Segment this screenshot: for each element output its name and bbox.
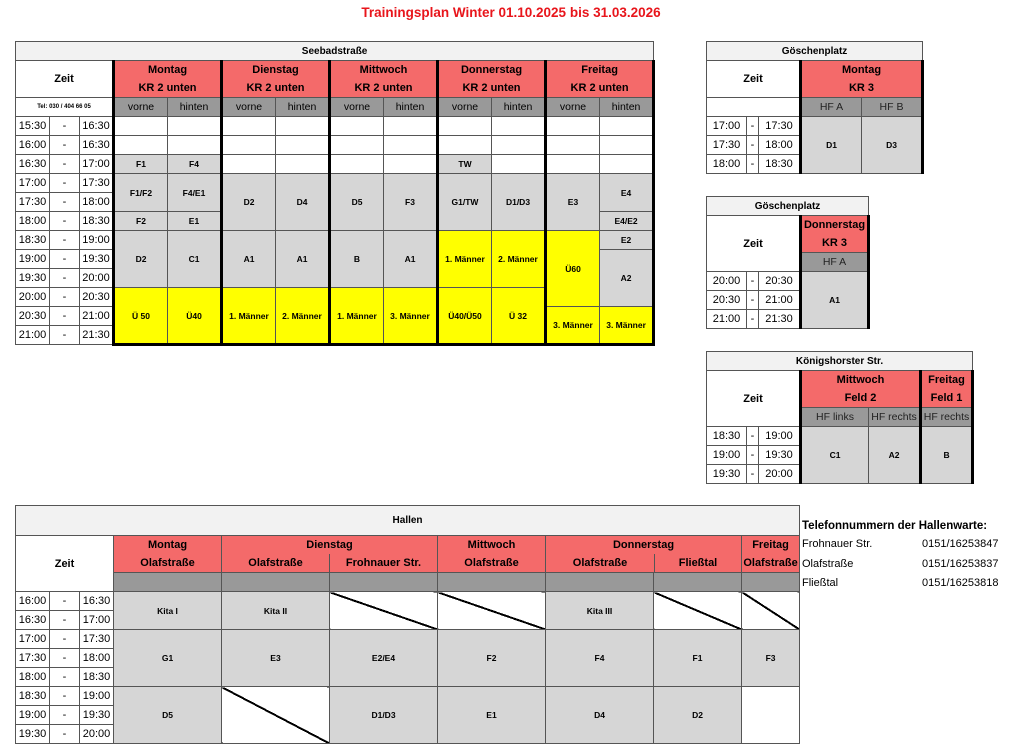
time-dash: - (747, 446, 759, 465)
time-start: 18:00 (707, 155, 747, 174)
time-end: 19:00 (80, 687, 114, 706)
slot: C1 (801, 427, 869, 484)
court-vorne: vorne (222, 98, 276, 117)
court-hf-rechts: HF rechts (869, 408, 921, 427)
slot: E4 (600, 174, 654, 212)
zeit-label: Zeit (707, 61, 801, 98)
time-dash: - (50, 155, 80, 174)
time-end: 21:00 (80, 307, 114, 326)
day-header-mittwoch: Mittwoch Feld 2 (801, 371, 921, 408)
court-hf-a: HF A (801, 98, 862, 117)
slot: D2 (654, 687, 742, 744)
goschenplatz-montag-table (706, 41, 924, 174)
slot: D5 (330, 174, 384, 231)
time-start: 17:00 (16, 630, 50, 649)
slot: 1. Männer (330, 288, 384, 345)
court-vorne: vorne (438, 98, 492, 117)
time-end: 18:30 (80, 212, 114, 231)
slot-empty (654, 592, 742, 630)
slot: Ü 32 (492, 288, 546, 345)
time-end: 19:00 (80, 231, 114, 250)
day-header-mittwoch: Mittwoch KR 2 unten (330, 61, 438, 98)
slot-empty (742, 592, 800, 630)
time-start: 16:30 (16, 155, 50, 174)
slot: A2 (869, 427, 921, 484)
seebad-header: Seebadstraße (16, 42, 654, 61)
time-start: 17:30 (16, 649, 50, 668)
zeit-label: Zeit (16, 61, 114, 98)
time-dash: - (50, 212, 80, 231)
slot: E3 (546, 174, 600, 231)
time-dash: - (50, 649, 80, 668)
day-header-donnerstag: Donnerstag KR 2 unten (438, 61, 546, 98)
slot: F4 (546, 630, 654, 687)
day-header-montag: Montag KR 3 (801, 61, 923, 98)
slot: Ü 50 (114, 288, 168, 345)
slot: 1. Männer (438, 231, 492, 288)
time-end: 16:30 (80, 136, 114, 155)
slot-empty (438, 592, 546, 630)
time-end: 16:30 (80, 592, 114, 611)
time-start: 18:00 (16, 668, 50, 687)
slot: F2 (438, 630, 546, 687)
time-start: 18:30 (707, 427, 747, 446)
time-start: 16:00 (16, 592, 50, 611)
court-hf-rechts: HF rechts (921, 408, 973, 427)
time-end: 19:30 (80, 706, 114, 725)
slot: A1 (801, 272, 869, 329)
time-dash: - (747, 117, 759, 136)
phone-entry: Olafstraße 0151/16253837 (802, 557, 999, 570)
time-dash: - (50, 250, 80, 269)
slot: D1 (801, 117, 862, 174)
time-dash: - (50, 117, 80, 136)
court-hinten: hinten (168, 98, 222, 117)
slot: E1 (168, 212, 222, 231)
time-end: 18:30 (759, 155, 801, 174)
time-start: 18:00 (16, 212, 50, 231)
slot: E1 (438, 687, 546, 744)
time-dash: - (50, 136, 80, 155)
time-dash: - (50, 611, 80, 630)
time-start: 20:00 (16, 288, 50, 307)
day-header-dienstag: Dienstag KR 2 unten (222, 61, 330, 98)
time-start: 17:30 (707, 136, 747, 155)
slot: 1. Männer (222, 288, 276, 345)
court-hf-a: HF A (801, 253, 869, 272)
day-header-freitag: Freitag Feld 1 (921, 371, 973, 408)
time-dash: - (50, 725, 80, 744)
slot: D2 (114, 231, 168, 288)
time-start: 19:30 (16, 269, 50, 288)
time-dash: - (747, 465, 759, 484)
slot: F3 (384, 174, 438, 231)
slot: F1 (654, 630, 742, 687)
time-start: 19:00 (707, 446, 747, 465)
slot: D1/D3 (330, 687, 438, 744)
time-start: 20:30 (707, 291, 747, 310)
slot: B (921, 427, 973, 484)
court-hf-b: HF B (862, 98, 923, 117)
slot: A1 (222, 231, 276, 288)
slot: F4/E1 (168, 174, 222, 212)
hallen-table (15, 505, 800, 744)
day-header-donnerstag: Donnerstag KR 3 (801, 216, 869, 253)
slot: F1 (114, 155, 168, 174)
slot: Ü40/Ü50 (438, 288, 492, 345)
phone-entry: Fließtal 0151/16253818 (802, 577, 999, 589)
time-end: 20:30 (759, 272, 801, 291)
time-start: 18:30 (16, 231, 50, 250)
day-header-mittwoch: Mittwoch Olafstraße (438, 536, 546, 573)
time-start: 20:30 (16, 307, 50, 326)
slot: D4 (276, 174, 330, 231)
time-dash: - (50, 592, 80, 611)
time-dash: - (747, 427, 759, 446)
time-start: 21:00 (16, 326, 50, 345)
slot: Ü40 (168, 288, 222, 345)
time-dash: - (50, 269, 80, 288)
time-start: 17:00 (707, 117, 747, 136)
time-dash: - (50, 174, 80, 193)
slot: D4 (546, 687, 654, 744)
slot: Kita II (222, 592, 330, 630)
time-end: 20:00 (80, 725, 114, 744)
slot-empty (330, 592, 438, 630)
goschen-header: Göschenplatz (707, 197, 869, 216)
slot: E2 (600, 231, 654, 250)
time-dash: - (50, 687, 80, 706)
time-start: 19:30 (707, 465, 747, 484)
court-hinten: hinten (384, 98, 438, 117)
time-end: 19:00 (759, 427, 801, 446)
time-dash: - (50, 630, 80, 649)
time-dash: - (50, 288, 80, 307)
koenigshorster-table (706, 351, 974, 484)
slot: F2 (114, 212, 168, 231)
koenig-header: Königshorster Str. (707, 352, 973, 371)
time-end: 17:30 (80, 174, 114, 193)
time-start: 18:30 (16, 687, 50, 706)
time-end: 18:00 (80, 193, 114, 212)
hallenwarte-phones (802, 520, 998, 597)
time-end: 16:30 (80, 117, 114, 136)
slot: Ü60 (546, 231, 600, 307)
hallen-header: Hallen (16, 506, 800, 536)
slot: 2. Männer (276, 288, 330, 345)
slot: E3 (222, 630, 330, 687)
slot: 3. Männer (600, 307, 654, 345)
court-hinten: hinten (276, 98, 330, 117)
time-dash: - (747, 291, 759, 310)
slot: 3. Männer (384, 288, 438, 345)
slot: 2. Männer (492, 231, 546, 288)
time-end: 18:30 (80, 668, 114, 687)
slot: D5 (114, 687, 222, 744)
time-end: 19:30 (759, 446, 801, 465)
time-dash: - (50, 193, 80, 212)
slot: E4/E2 (600, 212, 654, 231)
slot: F4 (168, 155, 222, 174)
slot: TW (438, 155, 492, 174)
time-end: 17:30 (80, 630, 114, 649)
slot: B (330, 231, 384, 288)
time-start: 17:30 (16, 193, 50, 212)
time-dash: - (50, 668, 80, 687)
time-start: 16:30 (16, 611, 50, 630)
seebad-table (15, 41, 655, 346)
goschen-header: Göschenplatz (707, 42, 923, 61)
time-end: 17:30 (759, 117, 801, 136)
slot: Kita III (546, 592, 654, 630)
phone-entry: Frohnauer Str. 0151/16253847 (802, 538, 999, 550)
court-vorne: vorne (114, 98, 168, 117)
day-header-freitag: Freitag Olafstraße (742, 536, 800, 573)
time-dash: - (50, 706, 80, 725)
slot: F1/F2 (114, 174, 168, 212)
time-start: 20:00 (707, 272, 747, 291)
time-dash: - (747, 310, 759, 329)
slot: F3 (742, 630, 800, 687)
time-end: 18:00 (759, 136, 801, 155)
time-dash: - (50, 231, 80, 250)
slot: A1 (384, 231, 438, 288)
time-dash: - (747, 136, 759, 155)
page-title: Trainingsplan Winter 01.10.2025 bis 31.03.2026 (361, 5, 661, 20)
zeit-label: Zeit (16, 536, 114, 592)
time-end: 21:00 (759, 291, 801, 310)
time-end: 21:30 (759, 310, 801, 329)
time-dash: - (747, 155, 759, 174)
slot: Kita I (114, 592, 222, 630)
court-hinten: hinten (600, 98, 654, 117)
slot: E2/E4 (330, 630, 438, 687)
slot: G1/TW (438, 174, 492, 231)
court-vorne: vorne (330, 98, 384, 117)
time-end: 17:00 (80, 611, 114, 630)
time-dash: - (50, 307, 80, 326)
slot: G1 (114, 630, 222, 687)
day-header-donnerstag: Donnerstag Olafstraße Fließtal (546, 536, 742, 573)
time-end: 20:00 (759, 465, 801, 484)
time-end: 17:00 (80, 155, 114, 174)
time-start: 21:00 (707, 310, 747, 329)
phones-title: Telefonnummern der Hallenwarte: (802, 520, 988, 532)
time-start: 17:00 (16, 174, 50, 193)
slot: D2 (222, 174, 276, 231)
time-end: 20:00 (80, 269, 114, 288)
day-header-montag: Montag Olafstraße (114, 536, 222, 573)
slot: D1/D3 (492, 174, 546, 231)
time-start: 19:30 (16, 725, 50, 744)
day-header-dienstag: Dienstag Olafstraße Frohnauer Str. (222, 536, 438, 573)
slot: A2 (600, 250, 654, 307)
time-end: 19:30 (80, 250, 114, 269)
time-end: 20:30 (80, 288, 114, 307)
goschenplatz-donnerstag-table (706, 196, 870, 329)
zeit-label: Zeit (707, 216, 801, 272)
time-start: 19:00 (16, 706, 50, 725)
time-start: 19:00 (16, 250, 50, 269)
court-hinten: hinten (492, 98, 546, 117)
court-hf-links: HF links (801, 408, 869, 427)
time-end: 21:30 (80, 326, 114, 345)
phone-number: Tel: 030 / 404 66 05 (16, 98, 114, 117)
slot: A1 (276, 231, 330, 288)
slot: D3 (862, 117, 923, 174)
time-end: 18:00 (80, 649, 114, 668)
day-header-freitag: Freitag KR 2 unten (546, 61, 654, 98)
time-dash: - (747, 272, 759, 291)
time-dash: - (50, 326, 80, 345)
slot: 3. Männer (546, 307, 600, 345)
court-vorne: vorne (546, 98, 600, 117)
day-header-montag: Montag KR 2 unten (114, 61, 222, 98)
time-start: 16:00 (16, 136, 50, 155)
slot: C1 (168, 231, 222, 288)
zeit-label: Zeit (707, 371, 801, 427)
slot-empty (222, 687, 330, 744)
time-start: 15:30 (16, 117, 50, 136)
